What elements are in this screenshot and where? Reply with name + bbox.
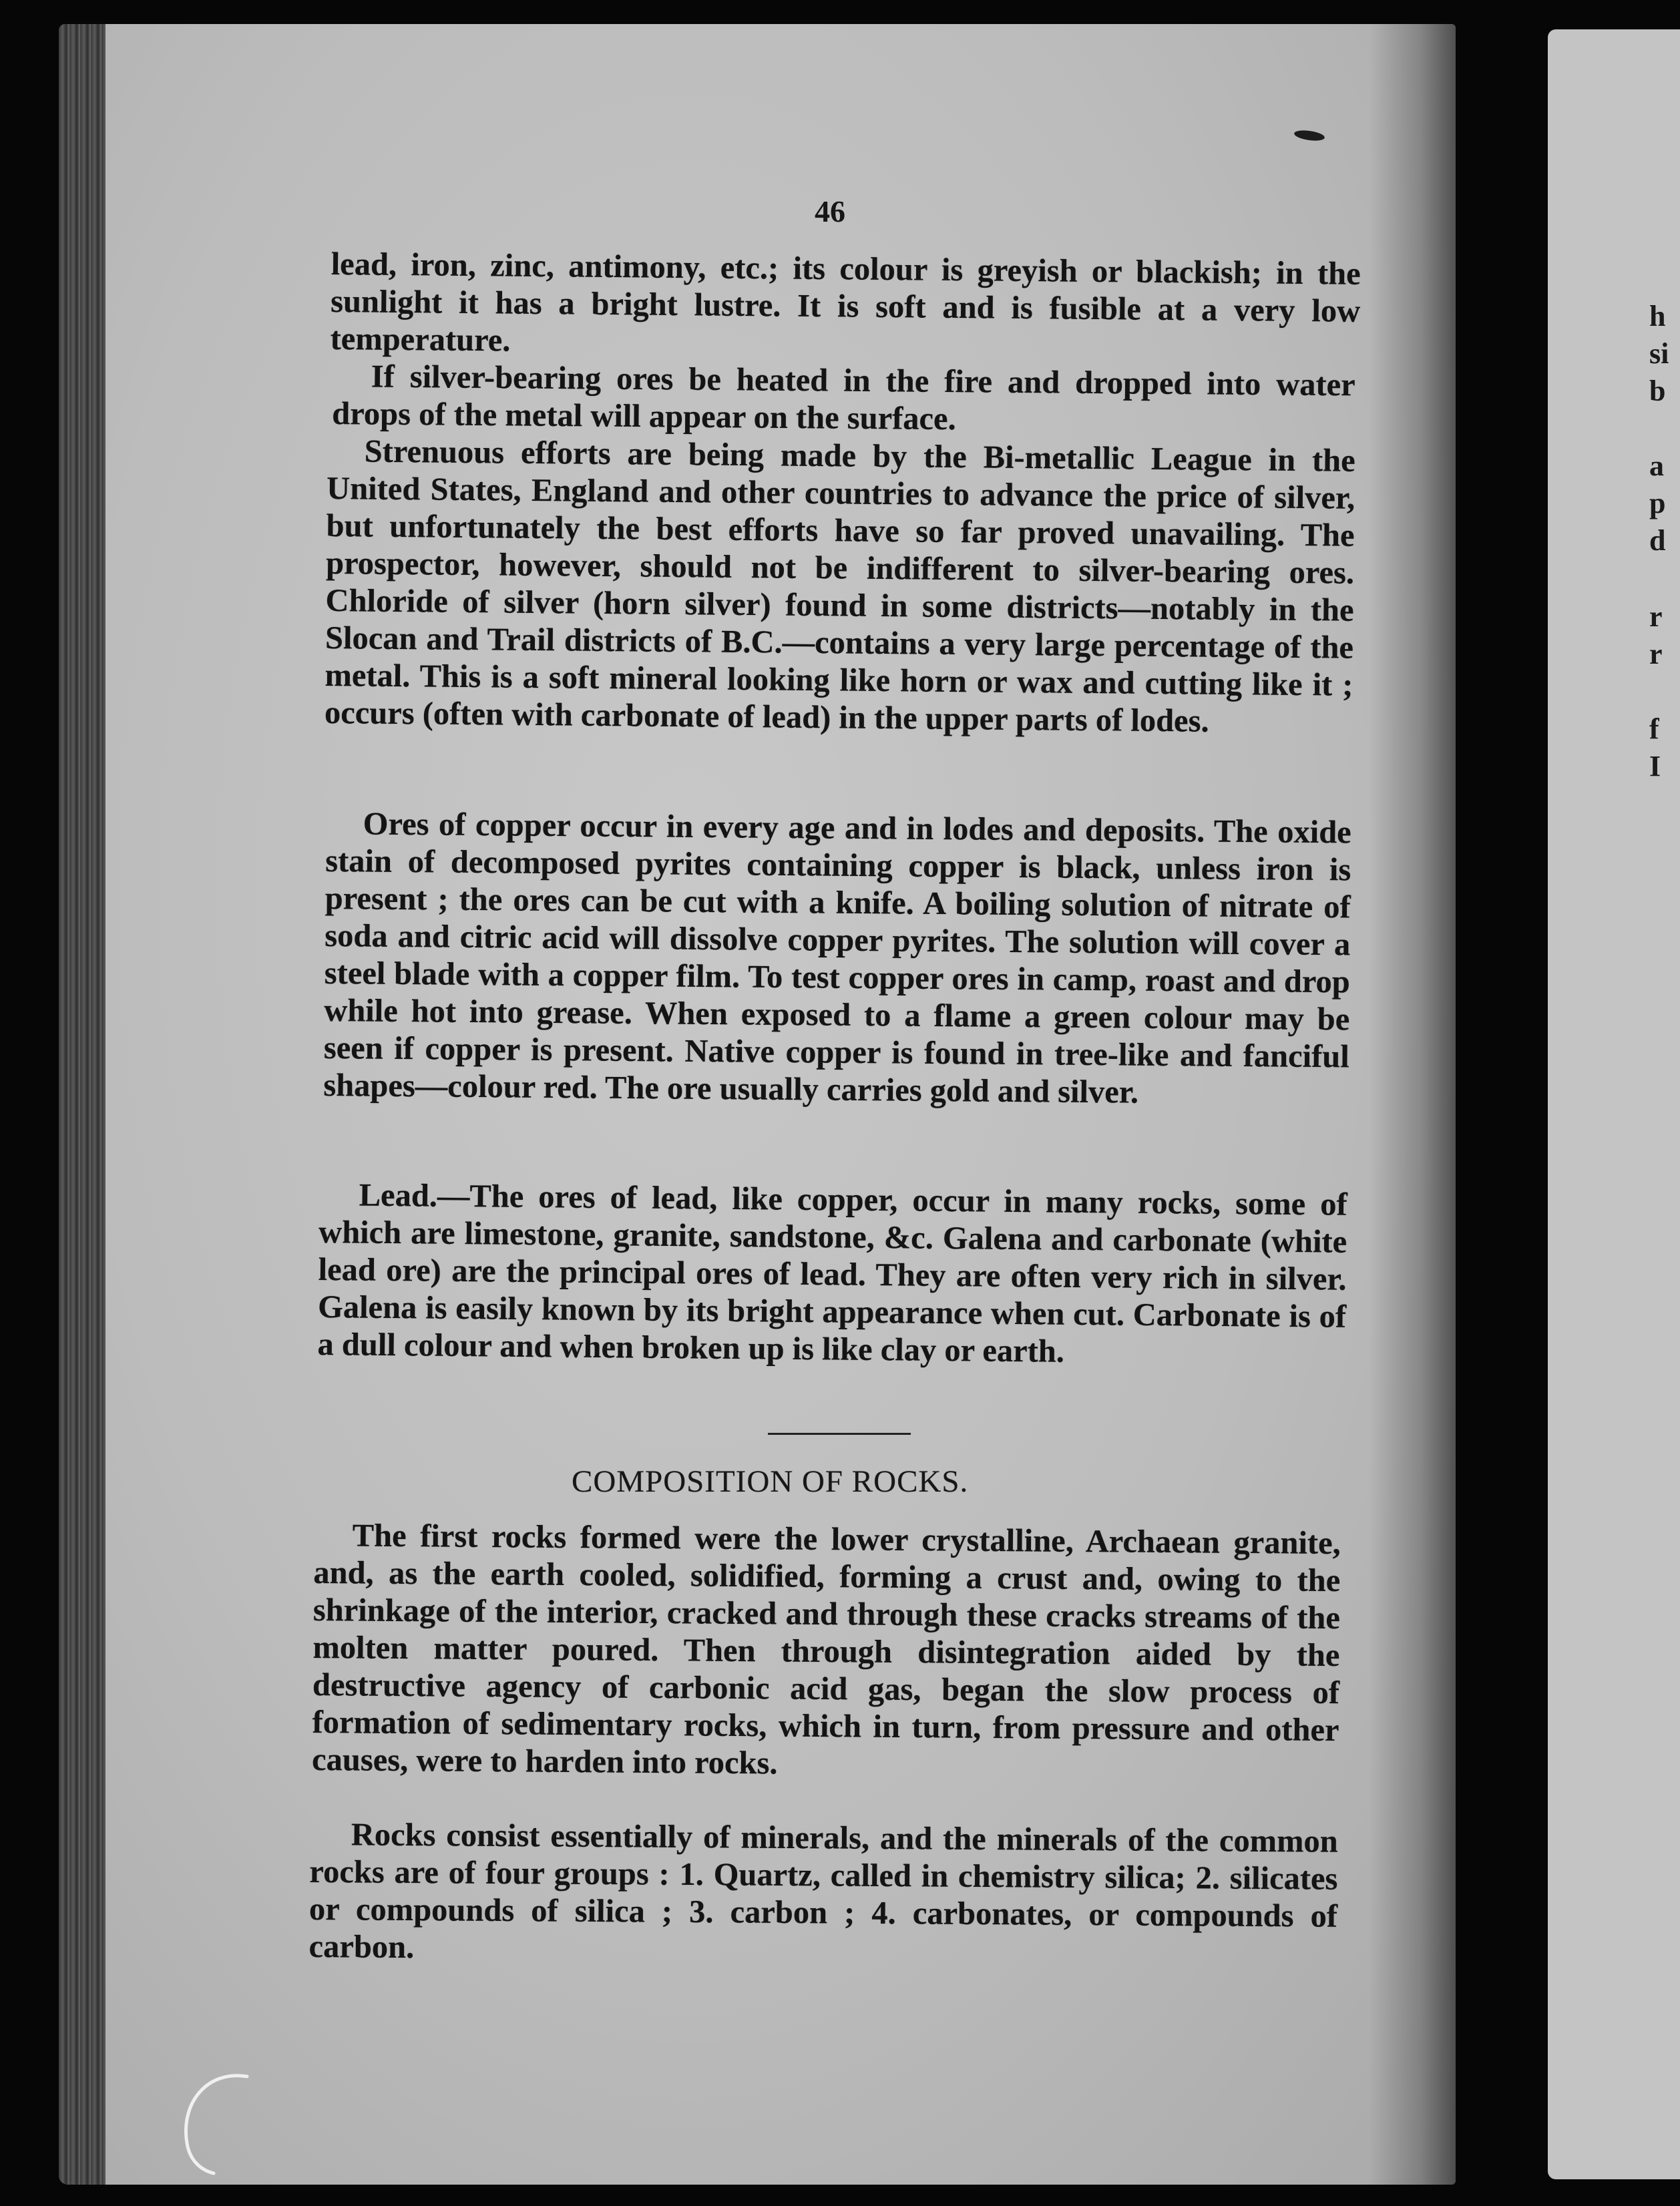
body-paragraph: If silver-bearing ores be heated in the fire and dropped into water drops of the metal will appear on the surface. bbox=[332, 359, 1355, 437]
facing-page-fragment: r bbox=[1649, 638, 1663, 670]
pencil-mark bbox=[167, 2063, 260, 2177]
facing-page-fragment: a bbox=[1649, 449, 1664, 482]
body-paragraph: The first rocks formed were the lower crystalline, Archaean granite, and, as the earth cooled, solidified, forming a crust and, owing to the shrinkage of the interior, cracked and through these cracks streams of the molten matter poured. Then through disintegration aided by the destructive agency of carbonic acid gas, began the slow process of formation of sedimentary rocks, which in turn, from pressure and other causes, were to harden into rocks. bbox=[311, 1518, 1341, 1781]
body-paragraph: Strenuous efforts are being made by the Bi-metallic League in the United States, England and other countries to advance the price of silver, but unfortunately the best efforts have so far proved unavailing. The prospector, however, should not be indifferent to silver-bearing ores. Chloride of silver (horn silver) found in some districts—notably in the Slocan and Trail districts of B.C.—contains a very large percentage of the metal. This is a soft mineral looking like horn or wax and cutting like it ; occurs (often with carbonate of lead) in the upper parts of lodes. bbox=[324, 433, 1355, 739]
facing-page-fragment: d bbox=[1649, 524, 1666, 557]
book-binding-edge bbox=[59, 24, 106, 2185]
gutter-shadow bbox=[1369, 24, 1456, 2185]
facing-page-fragment: f bbox=[1649, 712, 1659, 745]
body-paragraph: Rocks consist essentially of minerals, and the minerals of the common rocks are of four groups : 1. Quartz, called in chemistry silica; 2. silicates or compounds of silica ; 3. carbon ; 4. carbonates, or compounds of carbon. bbox=[308, 1817, 1338, 1966]
section-divider bbox=[768, 1433, 911, 1435]
body-paragraph: lead, iron, zinc, antimony, etc.; its colour is greyish or blackish; in the sunlight it has a bright lustre. It is soft and is fusible at a very low temperature. bbox=[330, 246, 1361, 359]
page-number: 46 bbox=[815, 194, 845, 228]
facing-page-fragment: p bbox=[1649, 487, 1666, 519]
facing-page-fragment: h bbox=[1649, 300, 1666, 333]
facing-page-fragment: r bbox=[1649, 600, 1663, 633]
facing-page-fragment: b bbox=[1649, 375, 1666, 407]
section-heading: COMPOSITION OF ROCKS. bbox=[572, 1464, 969, 1499]
facing-page-fragment: I bbox=[1649, 750, 1661, 783]
body-paragraph: Ores of copper occur in every age and in lodes and deposits. The oxide stain of decomposed pyrites containing copper is black, unless iron is present ; the ores can be cut with a knife. A boiling solution of nitrate of soda and citric acid will dissolve copper pyrites. The solution will cover a steel blade with a copper film. To test copper ores in camp, roast and drop while hot into grease. When exposed to a flame a green colour may be seen if copper is present. Native copper is found in tree-like and fanciful shapes—colour red. The ore usually carries gold and silver. bbox=[323, 806, 1351, 1110]
body-paragraph: Lead.—The ores of lead, like copper, occur in many rocks, some of which are limestone, granite, sandstone, &c. Galena and carbonate (white lead ore) are the principal ores of lead. They are often very rich in silver. Galena is easily known by its bright appearance when cut. Carbonate is of a dull colour and when broken up is like clay or earth. bbox=[317, 1177, 1347, 1369]
facing-page-fragment: si bbox=[1649, 337, 1669, 370]
